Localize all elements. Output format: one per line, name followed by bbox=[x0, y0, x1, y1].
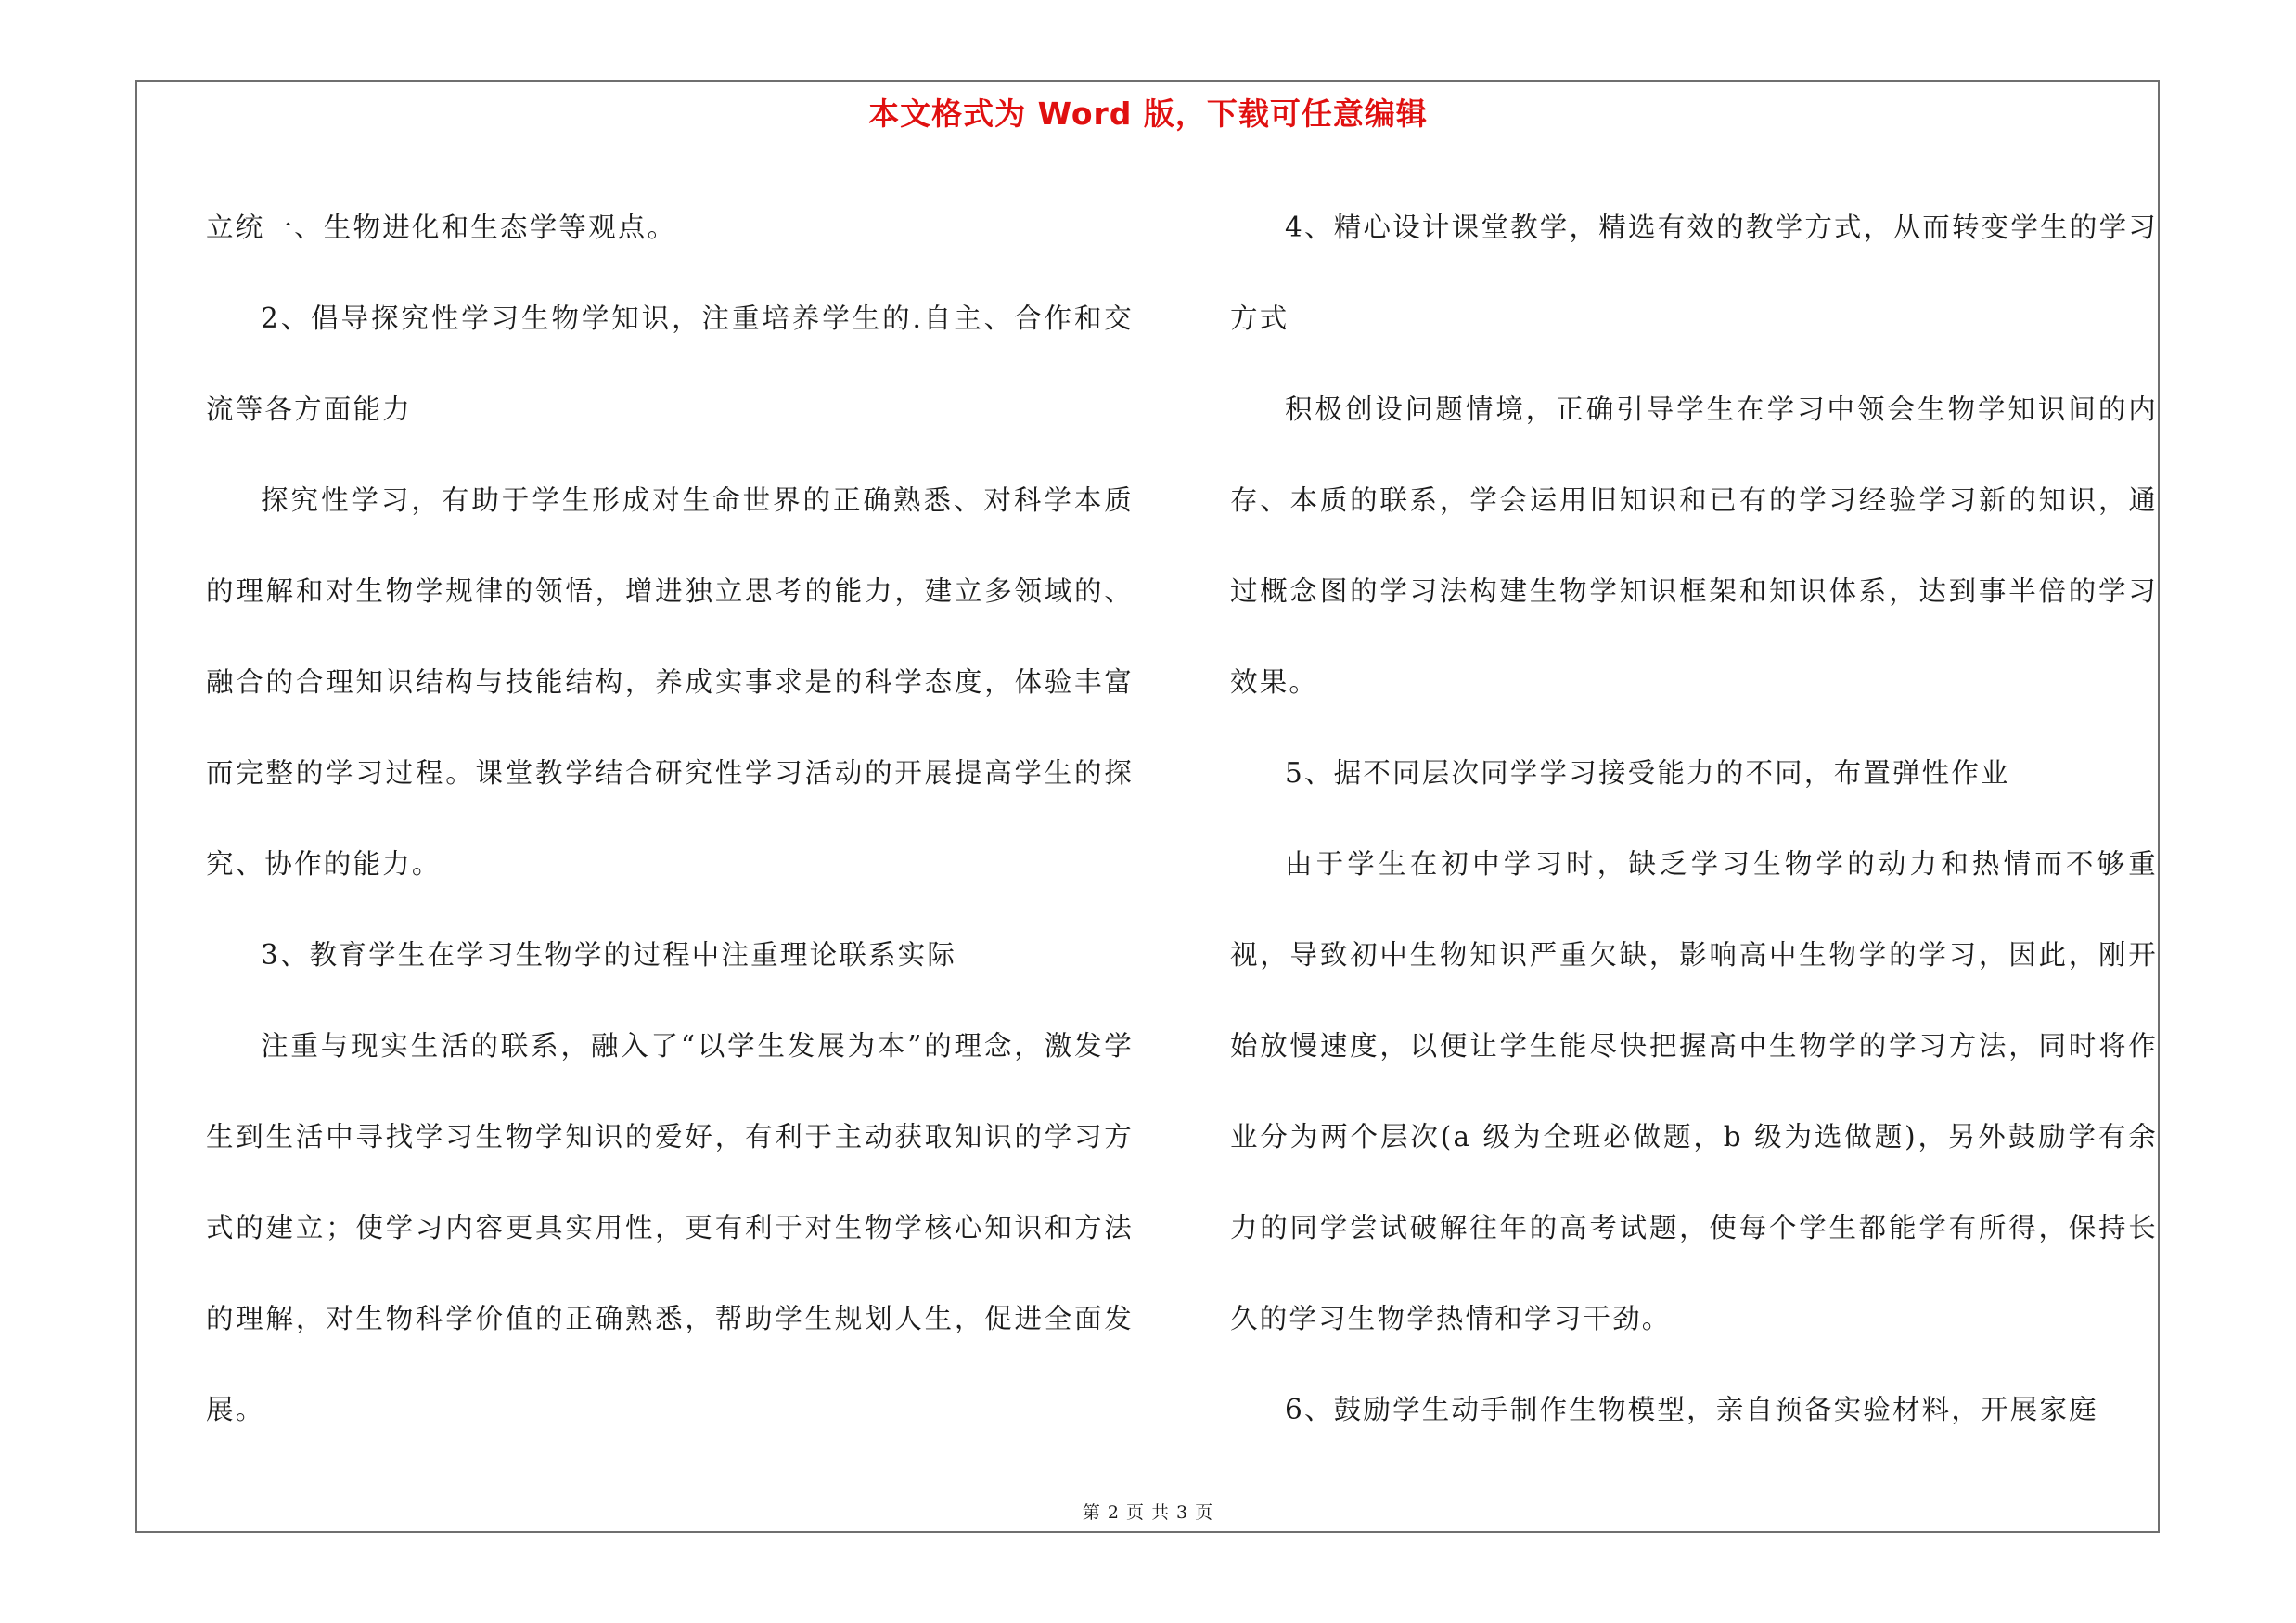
section-heading-4: 4、精心设计课堂教学，精选有效的教学方式，从而转变学生的学习方式 bbox=[1230, 212, 2158, 334]
right-column bbox=[1230, 182, 2158, 1455]
section-heading-2: 2、倡导探究性学习生物学知识，注重培养学生的.自主、合作和交流等各方面能力 bbox=[206, 303, 1134, 425]
body-paragraph: 探究性学习，有助于学生形成对生命世界的正确熟悉、对科学本质的理解和对生物学规律的领悟，增进独立思考的能力，建立多领域的、融合的合理知识结构与技能结构，养成实事求是的科学态度，体验丰富而完整的学习过程。课堂教学结合研究性学习活动的开展提高学生的探究、协作的能力。 bbox=[206, 484, 1134, 880]
editable-notice-banner: 本文格式为 Word 版，下载可任意编辑 bbox=[868, 96, 1428, 132]
section-heading-5: 5、据不同层次同学学习接受能力的不同，布置弹性作业 bbox=[1285, 757, 2010, 789]
body-paragraph: 由于学生在初中学习时，缺乏学习生物学的动力和热情而不够重视，导致初中生物知识严重欠缺，影响高中生物学的学习，因此，刚开始放慢速度，以便让学生能尽快把握高中生物学的学习方法，同时将作业分为两个层次(a 级为全班必做题，b 级为选做题)，另外鼓励学有余力的同学尝试破解往年的高考试题，使每个学生都能学有所得，保持长久的学习生物学热情和学习干劲。 bbox=[1230, 848, 2158, 1334]
body-paragraph: 积极创设问题情境，正确引导学生在学习中领会生物学知识间的内存、本质的联系，学会运用旧知识和已有的学习经验学习新的知识，通过概念图的学习法构建生物学知识框架和知识体系，达到事半倍的学习效果。 bbox=[1230, 393, 2158, 698]
section-heading-3: 3、教育学生在学习生物学的过程中注重理论联系实际 bbox=[261, 939, 957, 971]
paragraph-continuation: 立统一、生物进化和生态学等观点。 bbox=[206, 212, 677, 243]
left-column bbox=[206, 182, 1134, 1455]
page-number: 第 2 页 共 3 页 bbox=[1082, 1502, 1214, 1523]
section-heading-6: 6、鼓励学生动手制作生物模型，亲自预备实验材料，开展家庭 bbox=[1285, 1394, 2098, 1425]
body-paragraph: 注重与现实生活的联系，融入了“以学生发展为本”的理念，激发学生到生活中寻找学习生物学知识的爱好，有利于主动获取知识的学习方式的建立；使学习内容更具实用性，更有利于对生物学核心知识和方法的理解，对生物科学价值的正确熟悉，帮助学生规划人生，促进全面发展。 bbox=[206, 1030, 1134, 1425]
